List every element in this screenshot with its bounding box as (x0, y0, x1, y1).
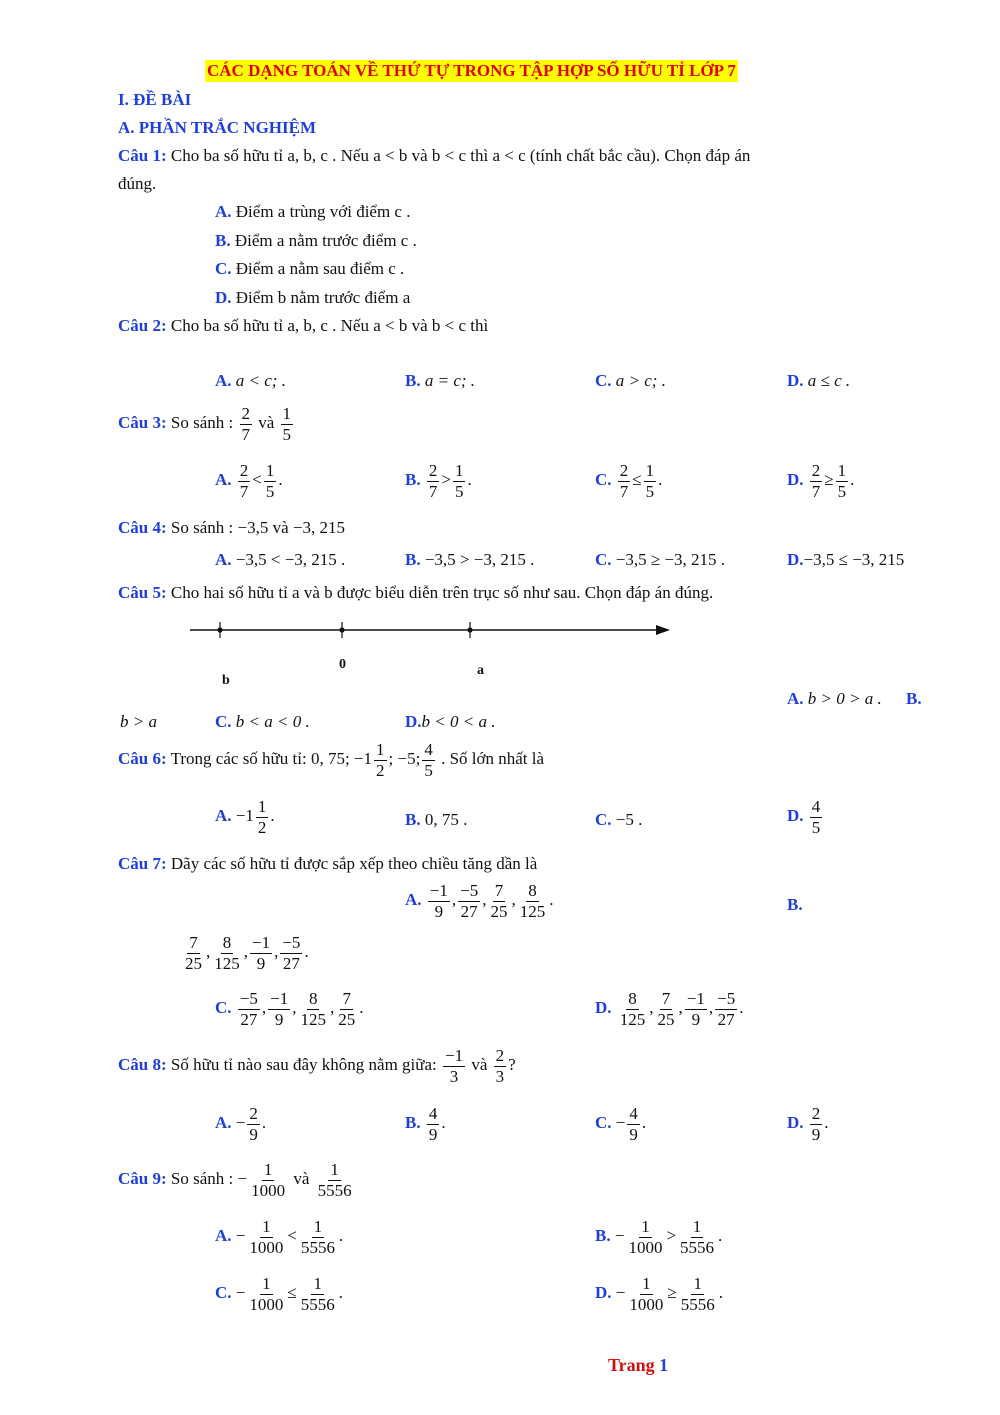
option-letter: B. (405, 550, 421, 569)
relation-symbol: ≥ (667, 1282, 677, 1302)
q7-option-d[interactable]: D. $\frac{8}{125}$ , $\frac{7}{25}$ , $\frac{-1}{9}$ , $\frac{-5}{27}$ . (595, 989, 744, 1029)
axis-label-a: a (477, 663, 484, 678)
question-label: Câu 1: (118, 146, 167, 165)
option-letter: C. (595, 469, 612, 489)
option-letter: C. (215, 712, 232, 731)
option-text: b > 0 > a . (807, 689, 882, 708)
option-letter: D. (595, 997, 612, 1017)
option-letter: A. (405, 889, 422, 909)
q5-option-b-letter[interactable] (906, 688, 922, 710)
option-letter: A. (215, 805, 232, 825)
question-text: So sánh : −3,5 và −3, 215 (170, 518, 345, 537)
option-letter: B. (405, 810, 421, 829)
question-6: Câu 6: Trong các số hữu tỉ: 0, 75; −1 $\frac{1}{2}$ ; −5; $\frac{4}{5}$ . Số lớn nhất là (118, 740, 545, 780)
q8-option-b[interactable]: B. $\frac{4}{9}$ . (405, 1104, 446, 1144)
arrow-head-icon (656, 625, 670, 635)
question-label: Câu 8: (118, 1054, 167, 1074)
option-letter: C. (215, 997, 232, 1017)
option-letter: D. (787, 371, 804, 390)
question-label: Câu 5: (118, 583, 167, 602)
page-footer (608, 1354, 668, 1376)
option-letter: D. (787, 469, 804, 489)
option-letter: C. (595, 1112, 612, 1132)
option-letter: B. (787, 895, 803, 914)
section-heading-trac-nghiem: A. PHẦN TRẮC NGHIỆM (118, 118, 317, 137)
question-text: Cho hai số hữu tỉ a và b được biểu diễn trên trục số như sau. Chọn đáp án đúng. (170, 583, 714, 602)
option-letter: A. (215, 1112, 232, 1132)
question-text: So sánh : (170, 1168, 234, 1188)
option-text: −3,5 ≥ −3, 215 . (615, 550, 726, 569)
q8-option-c[interactable]: C. − $\frac{4}{9}$ . (595, 1104, 647, 1144)
option-text: Điểm a trùng với điểm c . (235, 202, 411, 221)
q5-option-d[interactable] (405, 711, 495, 733)
option-text: a = c; . (424, 371, 476, 390)
point-zero (339, 627, 344, 632)
option-text: −5 . (615, 810, 643, 829)
q6-option-c[interactable] (595, 809, 642, 831)
conjunction: và (293, 1168, 310, 1188)
q2-option-b[interactable] (405, 370, 475, 392)
option-letter: A. (215, 202, 232, 221)
question-label: Câu 2: (118, 316, 167, 335)
point-b (217, 627, 222, 632)
q8-option-a[interactable]: A. − $\frac{2}{9}$ . (215, 1104, 267, 1144)
section-heading-de-bai: I. ĐỀ BÀI (118, 90, 192, 109)
q6-option-d[interactable]: D. $\frac{4}{5}$ (787, 797, 821, 837)
axis-label-b: b (222, 673, 230, 688)
option-letter: D. (215, 288, 232, 307)
question-tail: . Số lớn nhất là (441, 748, 545, 768)
question-text: Dãy các số hữu tỉ được sắp xếp theo chiều tăng dần là (170, 854, 538, 873)
q3-option-b[interactable]: B. $\frac{2}{7}$ > $\frac{1}{5}$ . (405, 461, 472, 501)
option-text: −3,5 < −3, 215 . (235, 550, 346, 569)
option-text: 0, 75 . (424, 810, 468, 829)
relation-symbol: > (666, 1225, 677, 1245)
q3-option-a[interactable]: A. $\frac{2}{7}$ < $\frac{1}{5}$ . (215, 461, 283, 501)
question-label: Câu 9: (118, 1168, 167, 1188)
q7-option-c[interactable]: C. $\frac{-5}{27}$ , $\frac{-1}{9}$ , $\frac{8}{125}$ , $\frac{7}{25}$ . (215, 989, 364, 1029)
q5-option-b-text: b > a (120, 712, 157, 731)
option-text: b < 0 < a . (421, 712, 496, 731)
question-8: Câu 8: Số hữu tỉ nào sau đây không nằm giữa: $\frac{-1}{3}$ và $\frac{2}{3}$ ? (118, 1046, 516, 1086)
relation-symbol: ≤ (287, 1282, 297, 1302)
q4-option-a[interactable] (215, 549, 345, 571)
question-mark: ? (508, 1054, 516, 1074)
document-title: CÁC DẠNG TOÁN VỀ THỨ TỰ TRONG TẬP HỢP SỐ HỮU TỈ LỚP 7 (207, 61, 736, 80)
relation-symbol: < (287, 1225, 297, 1245)
question-label: Câu 3: (118, 412, 167, 432)
option-letter: A. (215, 371, 232, 390)
q8-option-d[interactable]: D. $\frac{2}{9}$ . (787, 1104, 829, 1144)
q3-option-c[interactable]: C. $\frac{2}{7}$ ≤ $\frac{1}{5}$ . (595, 461, 663, 501)
relation-symbol: ≤ (632, 469, 642, 489)
q6-option-b[interactable] (405, 809, 467, 831)
option-letter: D. (787, 1112, 804, 1132)
relation-symbol: ≥ (824, 469, 834, 489)
question-7 (118, 853, 537, 875)
q9-option-a[interactable]: A. − $\frac{1}{1000}$ < $\frac{1}{5556}$ . (215, 1217, 344, 1257)
q5-option-c[interactable] (215, 711, 310, 733)
option-letter: D. (595, 1282, 612, 1302)
q2-option-a[interactable] (215, 370, 286, 392)
option-letter: A. (787, 689, 804, 708)
fraction: $\frac{1}{5}$ (282, 404, 292, 444)
number-line (188, 618, 678, 688)
option-text: Điểm b nằm trước điểm a (235, 288, 411, 307)
option-letter: C. (595, 810, 612, 829)
option-letter: B. (906, 689, 922, 708)
option-letter: B. (405, 1112, 421, 1132)
q3-option-d[interactable]: D. $\frac{2}{7}$ ≥ $\frac{1}{5}$ . (787, 461, 855, 501)
option-text: Điểm a nằm sau điểm c . (235, 259, 405, 278)
option-letter: C. (215, 1282, 232, 1302)
question-3 (118, 404, 295, 444)
question-1-continued: đúng. (118, 174, 157, 193)
option-letter: D. (787, 550, 804, 569)
option-letter: C. (215, 259, 232, 278)
option-text: −3,5 ≤ −3, 215 (803, 550, 905, 569)
option-text: −3,5 > −3, 215 . (424, 550, 535, 569)
q7-option-a[interactable]: A. $\frac{-1}{9}$ , $\frac{-5}{27}$ , $\frac{7}{25}$ , $\frac{8}{125}$ . (405, 881, 554, 921)
q4-option-d[interactable] (787, 549, 904, 571)
question-text: Số hữu tỉ nào sau đây không nằm giữa: (170, 1054, 437, 1074)
option-letter: D. (787, 805, 804, 825)
q6-option-a[interactable]: A. −1 $\frac{1}{2}$ . (215, 797, 275, 837)
q9-option-d[interactable]: D. − $\frac{1}{1000}$ ≥ $\frac{1}{5556}$ . (595, 1274, 723, 1314)
point-a (467, 627, 472, 632)
question-text: So sánh : (170, 412, 234, 432)
option-letter: A. (215, 550, 232, 569)
question-text: Cho ba số hữu tỉ a, b, c . Nếu a < b và b < c thì a < c (tính chất bắc cầu). Chọn đáp án (170, 146, 751, 165)
q5-option-a[interactable] (787, 688, 882, 710)
option-letter: B. (405, 371, 421, 390)
relation-symbol: < (252, 469, 262, 489)
option-text: b < a < 0 . (235, 712, 310, 731)
option-letter: D. (405, 712, 422, 731)
option-letter: B. (405, 469, 421, 489)
option-text: a > c; . (615, 371, 666, 390)
option-letter: A. (215, 469, 232, 489)
relation-symbol: > (441, 469, 451, 489)
conjunction: và (471, 1054, 488, 1074)
conjunction: và (258, 412, 275, 432)
q7-option-b-letter[interactable] (787, 894, 803, 916)
page-number: 1 (659, 1355, 669, 1375)
question-9: Câu 9: So sánh : − $\frac{1}{1000}$ và $\frac{1}{5556}$ (118, 1160, 352, 1200)
q1-option-a[interactable] (215, 201, 410, 223)
question-label: Câu 4: (118, 518, 167, 537)
axis-label-zero: 0 (339, 657, 346, 672)
question-text: Trong các số hữu tỉ: (170, 748, 307, 768)
question-5 (118, 582, 713, 604)
q1-option-b[interactable] (215, 230, 417, 252)
question-label: Câu 7: (118, 854, 167, 873)
q7-option-b-values: $\frac{7}{25}$ , $\frac{8}{125}$ , $\frac{-1}{9}$ , $\frac{-5}{27}$ . (185, 933, 309, 973)
question-4 (118, 517, 345, 539)
q2-option-c[interactable] (595, 370, 666, 392)
fraction: $\frac{2}{7}$ (241, 404, 250, 444)
option-letter: B. (595, 1225, 611, 1245)
option-letter: C. (595, 550, 612, 569)
q2-option-d[interactable] (787, 370, 850, 392)
q1-option-d[interactable] (215, 287, 410, 309)
question-text: Cho ba số hữu tỉ a, b, c . Nếu a < b và b < c thì (170, 316, 489, 335)
option-text: a ≤ c . (807, 371, 851, 390)
question-label: Câu 6: (118, 748, 167, 768)
question-2 (118, 315, 488, 337)
footer-label: Trang (608, 1355, 655, 1375)
option-letter: B. (215, 231, 231, 250)
option-text: a < c; . (235, 371, 286, 390)
q4-option-b[interactable] (405, 549, 534, 571)
option-letter: C. (595, 371, 612, 390)
option-text: Điểm a nằm trước điểm c . (234, 231, 417, 250)
q9-option-c[interactable]: C. − $\frac{1}{1000}$ ≤ $\frac{1}{5556}$ . (215, 1274, 343, 1314)
q1-option-c[interactable] (215, 258, 404, 280)
option-letter: A. (215, 1225, 232, 1245)
q4-option-c[interactable] (595, 549, 725, 571)
question-1 (118, 145, 750, 167)
q9-option-b[interactable]: B. − $\frac{1}{1000}$ > $\frac{1}{5556}$ . (595, 1217, 723, 1257)
